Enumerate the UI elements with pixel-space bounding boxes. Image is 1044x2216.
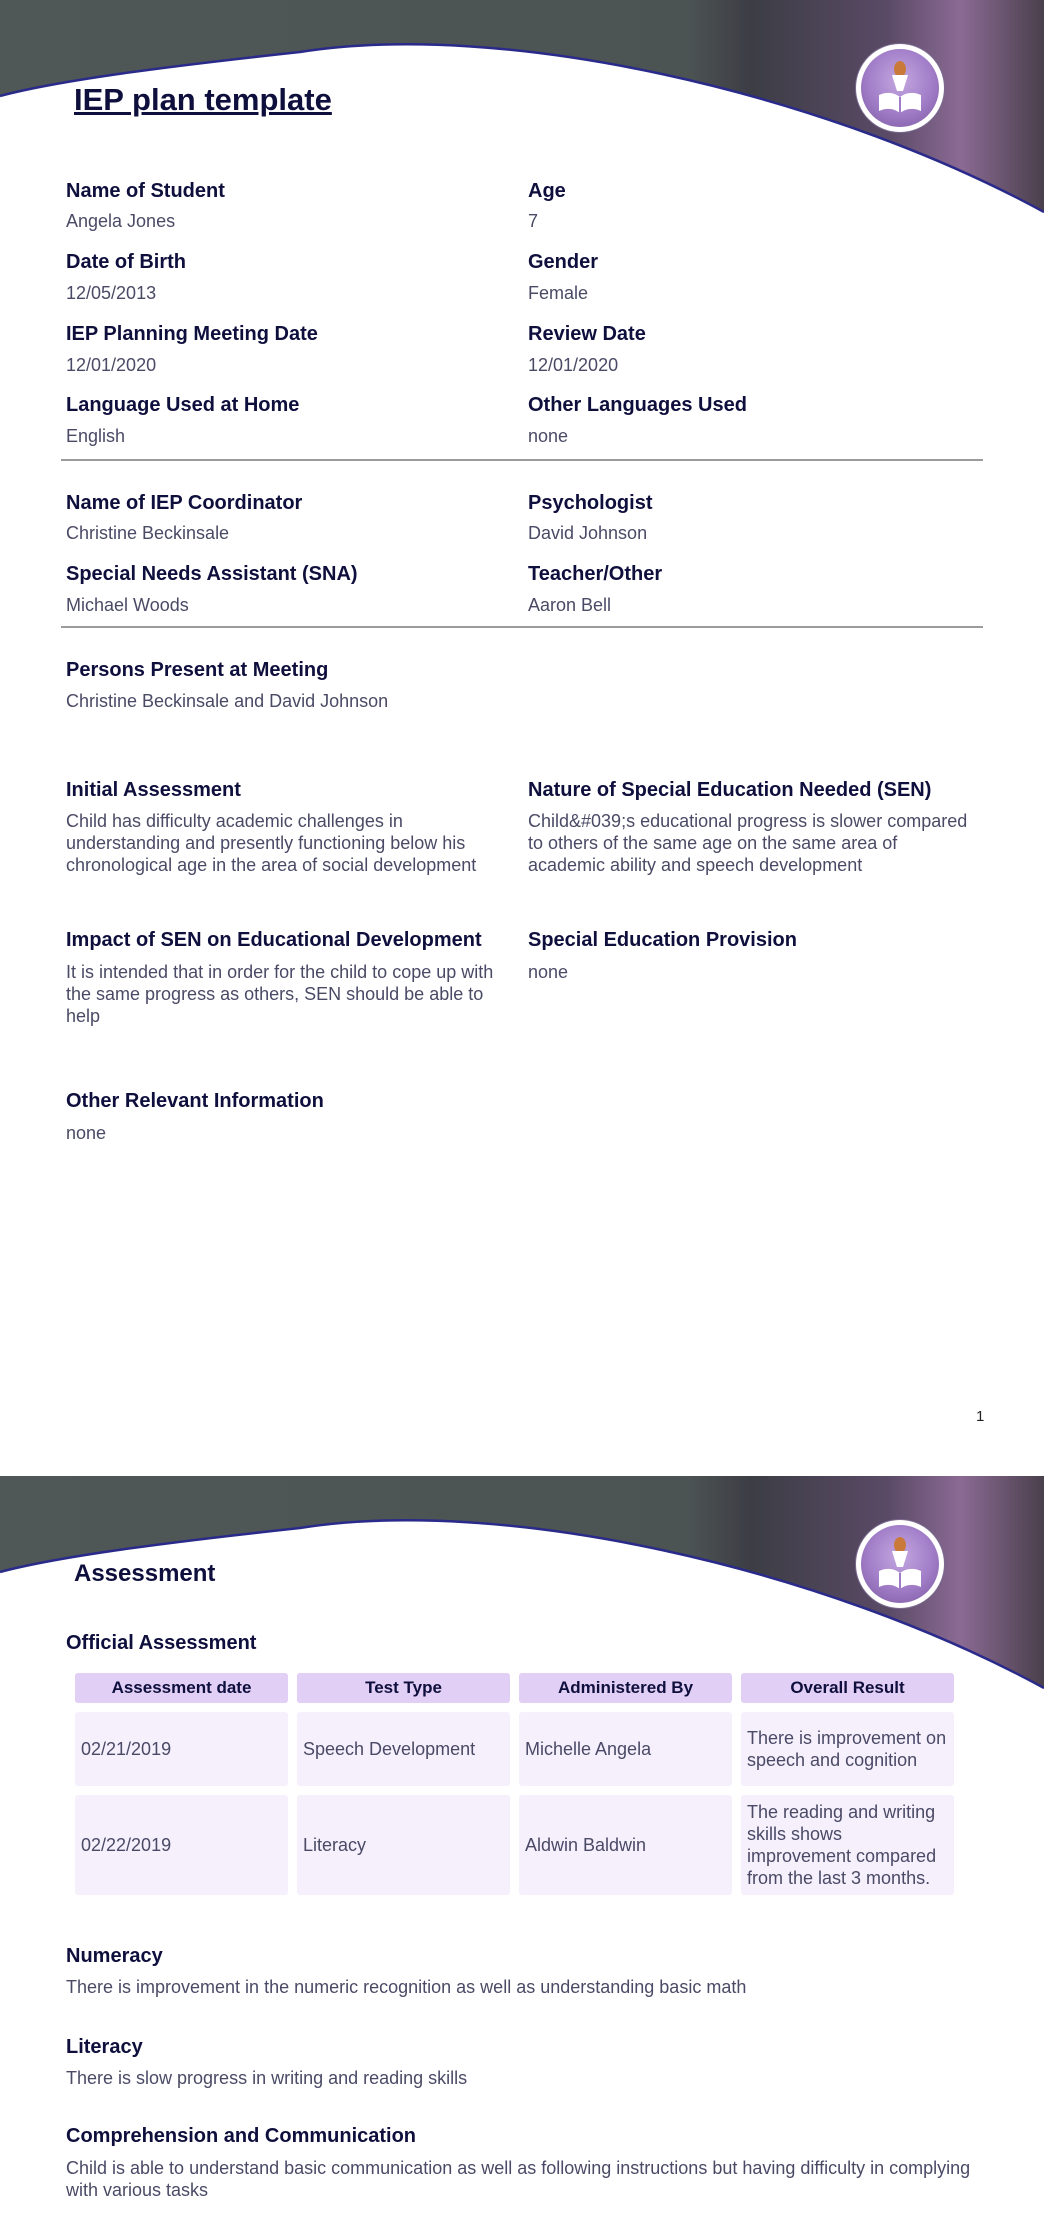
other-languages-label: Other Languages Used — [528, 394, 747, 416]
sen-impact-value: It is intended that in order for the child to cope up with the same progress as others, SEN should be able to help — [66, 962, 494, 1026]
column-header: Test Type — [297, 1673, 510, 1703]
gender-label: Gender — [528, 251, 599, 273]
divider — [61, 459, 983, 461]
initial-assessment-value: Child has difficulty academic challenges in understanding and presently functioning below his chronological age in the area of social development — [66, 811, 477, 875]
student-name-label: Name of Student — [66, 180, 225, 202]
persons-present-label: Persons Present at Meeting — [66, 659, 329, 681]
divider — [61, 626, 983, 628]
sen-nature-label: Nature of Special Education Needed (SEN) — [528, 779, 932, 801]
other-info-label: Other Relevant Information — [66, 1090, 324, 1112]
logo — [856, 1520, 944, 1608]
comprehension-value: Child is able to understand basic communication as well as following instructions but having difficulty in complying with various tasks — [66, 2158, 971, 2200]
column-header: Administered By — [519, 1673, 732, 1703]
torch-book-icon — [861, 1525, 939, 1603]
other-info-value: none — [66, 1123, 107, 1143]
meeting-date-value: 12/01/2020 — [66, 355, 157, 375]
table-row — [75, 1795, 954, 1895]
assessment-table — [66, 1664, 963, 1904]
initial-assessment-label: Initial Assessment — [66, 779, 241, 801]
teacher-label: Teacher/Other — [528, 563, 663, 585]
review-date-label: Review Date — [528, 323, 646, 345]
table-cell: Literacy — [297, 1795, 510, 1895]
section-title: Assessment — [74, 1560, 216, 1587]
torch-book-icon — [861, 49, 939, 127]
provision-label: Special Education Provision — [528, 929, 797, 951]
sna-value: Michael Woods — [66, 595, 189, 615]
literacy-value: There is slow progress in writing and reading skills — [66, 2068, 468, 2088]
table-cell: 02/21/2019 — [75, 1712, 288, 1786]
dob-label: Date of Birth — [66, 251, 186, 273]
persons-present-value: Christine Beckinsale and David Johnson — [66, 691, 389, 711]
table-cell: There is improvement on speech and cognition — [741, 1712, 954, 1786]
age-label: Age — [528, 180, 566, 202]
numeracy-value: There is improvement in the numeric recognition as well as understanding basic math — [66, 1977, 747, 1997]
home-language-label: Language Used at Home — [66, 394, 300, 416]
numeracy-label: Numeracy — [66, 1945, 163, 1967]
sen-impact-label: Impact of SEN on Educational Development — [66, 929, 482, 951]
coordinator-label: Name of IEP Coordinator — [66, 492, 303, 514]
dob-value: 12/05/2013 — [66, 283, 157, 303]
table-header-row — [75, 1673, 954, 1703]
literacy-label: Literacy — [66, 2036, 143, 2058]
coordinator-value: Christine Beckinsale — [66, 523, 230, 543]
table-cell: Michelle Angela — [519, 1712, 732, 1786]
gender-value: Female — [528, 283, 589, 303]
column-header: Overall Result — [741, 1673, 954, 1703]
table-cell: 02/22/2019 — [75, 1795, 288, 1895]
provision-value: none — [528, 962, 569, 982]
home-language-value: English — [66, 426, 126, 446]
age-value: 7 — [528, 211, 539, 231]
student-name-value: Angela Jones — [66, 211, 176, 231]
sna-label: Special Needs Assistant (SNA) — [66, 563, 358, 585]
table-cell: Aldwin Baldwin — [519, 1795, 732, 1895]
psychologist-label: Psychologist — [528, 492, 653, 514]
meeting-date-label: IEP Planning Meeting Date — [66, 323, 318, 345]
table-cell: The reading and writing skills shows improvement compared from the last 3 months. — [741, 1795, 954, 1895]
table-cell: Speech Development — [297, 1712, 510, 1786]
official-assessment-label: Official Assessment — [66, 1632, 257, 1654]
column-header: Assessment date — [75, 1673, 288, 1703]
teacher-value: Aaron Bell — [528, 595, 612, 615]
document-title: IEP plan template — [74, 82, 332, 117]
psychologist-value: David Johnson — [528, 523, 648, 543]
review-date-value: 12/01/2020 — [528, 355, 619, 375]
comprehension-label: Comprehension and Communication — [66, 2125, 417, 2147]
page-number: 1 — [976, 1408, 985, 1425]
other-languages-value: none — [528, 426, 569, 446]
sen-nature-value: Child&#039;s educational progress is slower compared to others of the same age on the same area of academic ability and speech development — [528, 811, 968, 875]
logo — [856, 44, 944, 132]
table-row — [75, 1712, 954, 1786]
